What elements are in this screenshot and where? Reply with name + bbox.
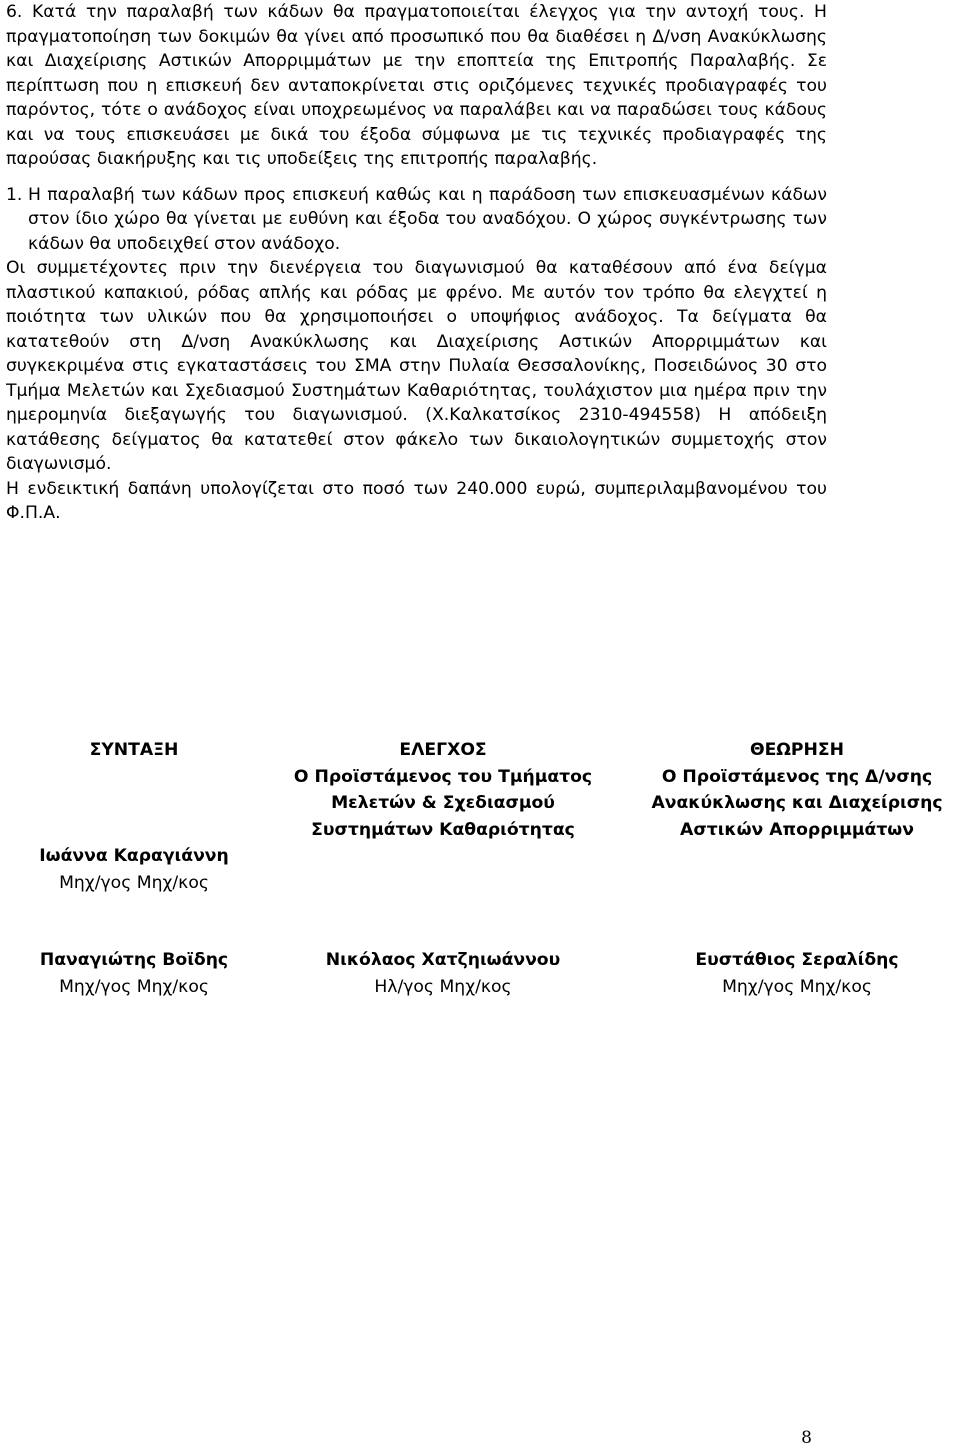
numbered-item-delivery bbox=[6, 183, 827, 257]
signatory-title: Ηλ/γος Μηχ/κος bbox=[374, 976, 512, 997]
page-number: 8 bbox=[801, 1428, 812, 1448]
signatory-name: Ευστάθιος Σεραλίδης bbox=[695, 950, 899, 970]
blank-line bbox=[0, 790, 268, 817]
signature-heading: ΘΕΩΡΗΣΗ bbox=[749, 740, 845, 760]
signature-column-checked bbox=[268, 737, 618, 843]
paragraph-budget: Η ενδεικτική δαπάνη υπολογίζεται στο ποσό των 240.000 ευρώ, συμπεριλαμβανομένου του Φ.Π.Α. bbox=[6, 478, 827, 523]
signatory-role: Συστημάτων Καθαριότητας bbox=[311, 819, 575, 840]
blank-line bbox=[0, 817, 268, 844]
signature-block bbox=[0, 737, 960, 1007]
signatory-role: Μελετών & Σχεδιασμού bbox=[331, 793, 555, 813]
document-body bbox=[6, 0, 827, 526]
signatory-name: Ιωάννα Καραγιάννη bbox=[39, 846, 229, 866]
signatory-role: Αστικών Απορριμμάτων bbox=[680, 819, 914, 840]
signature-second-row-col1 bbox=[0, 947, 268, 1000]
item-text: Η παραλαβή των κάδων προς επισκευή καθώς και η παράδοση των επισκευασμένων κάδων στον ίδιο χώρο θα γίνεται με ευθύνη και έξοδα του αναδόχου. Ο χώρος συγκέντρωσης των κάδων θα υποδειχθεί στον ανάδοχο. bbox=[28, 184, 827, 254]
signatory-name: Παναγιώτης Βοϊδης bbox=[39, 950, 229, 970]
paragraph-inspection: 6. Κατά την παραλαβή των κάδων θα πραγματοποιείται έλεγχος για την αντοχή τους. Η πραγματοποίηση των δοκιμών θα γίνει από προσωπικό που θα διαθέσει η Δ/νση Ανακύκλωσης και Διαχείρισης Αστικών Απορριμμάτων με την εποπτεία της Επιτροπής Παραλαβής. Σε περίπτωση που η επισκευή δεν ανταποκρίνεται στις οριζόμενες τεχνικές προδιαγραφές του παρόντος, τότε ο ανάδοχος είναι υποχρεωμένος να παραλάβει και να παραδώσει τους κάδους και να τους επισκευάσει με δικά του έξοδα σύμφωνα με τις τεχνικές προδιαγραφές της παρούσας διακήρυξης και τις υποδείξεις της επιτροπής παραλαβής. bbox=[6, 2, 827, 169]
signatory-role: Ανακύκλωσης και Διαχείρισης bbox=[651, 793, 943, 813]
signature-heading: ΕΛΕΓΧΟΣ bbox=[399, 740, 487, 760]
item-number: 1. bbox=[6, 184, 23, 205]
paragraph-samples: Οι συμμετέχοντες πριν την διενέργεια του διαγωνισμού θα καταθέσουν από ένα δείγμα πλαστικού καπακιού, ρόδας απλής και ρόδας με φρένο. Με αυτόν τον τρόπο θα ελεγχτεί η ποιότητα των υλικών που θα χρησιμοποιήσει ο υποψήφιος ανάδοχος. Τα δείγματα θα κατατεθούν στη Δ/νση Ανακύκλωσης και Διαχείρισης Αστικών Απορριμμάτων και συγκεκριμένα στις εγκαταστάσεις του ΣΜΑ στην Πυλαία Θεσσαλονίκης, Ποσειδώνος 30 στο Τμήμα Μελετών και Σχεδιασμού Συστημάτων Καθαριότητας, τουλάχιστον μια ημέρα πριν την ημερομηνία διεξαγωγής του διαγωνισμού. (Χ.Καλκατσίκος 2310-494558) Η απόδειξη κατάθεσης δείγματος θα κατατεθεί στον φάκελο των δικαιολογητικών συμμετοχής στον διαγωνισμό. bbox=[6, 258, 827, 474]
signatory-title: Μηχ/γος Μηχ/κος bbox=[722, 976, 872, 997]
signatory-name: Νικόλαος Χατζηιωάννου bbox=[325, 950, 561, 970]
spacer bbox=[6, 172, 827, 183]
signatory-role: Ο Προϊστάμενος του Τμήματος bbox=[293, 766, 593, 787]
signature-column-approved bbox=[632, 737, 960, 843]
signature-second-row-col3 bbox=[632, 947, 960, 1000]
signature-heading: ΣΥΝΤΑΞΗ bbox=[89, 740, 179, 760]
signature-second-row-col2 bbox=[268, 947, 618, 1000]
blank-line bbox=[0, 764, 268, 791]
signatory-title: Μηχ/γος Μηχ/κος bbox=[59, 976, 209, 997]
signatory-role: Ο Προϊστάμενος της Δ/νσης bbox=[661, 766, 933, 787]
signature-column-compiled bbox=[0, 737, 268, 896]
signatory-title: Μηχ/γος Μηχ/κος bbox=[59, 872, 209, 893]
